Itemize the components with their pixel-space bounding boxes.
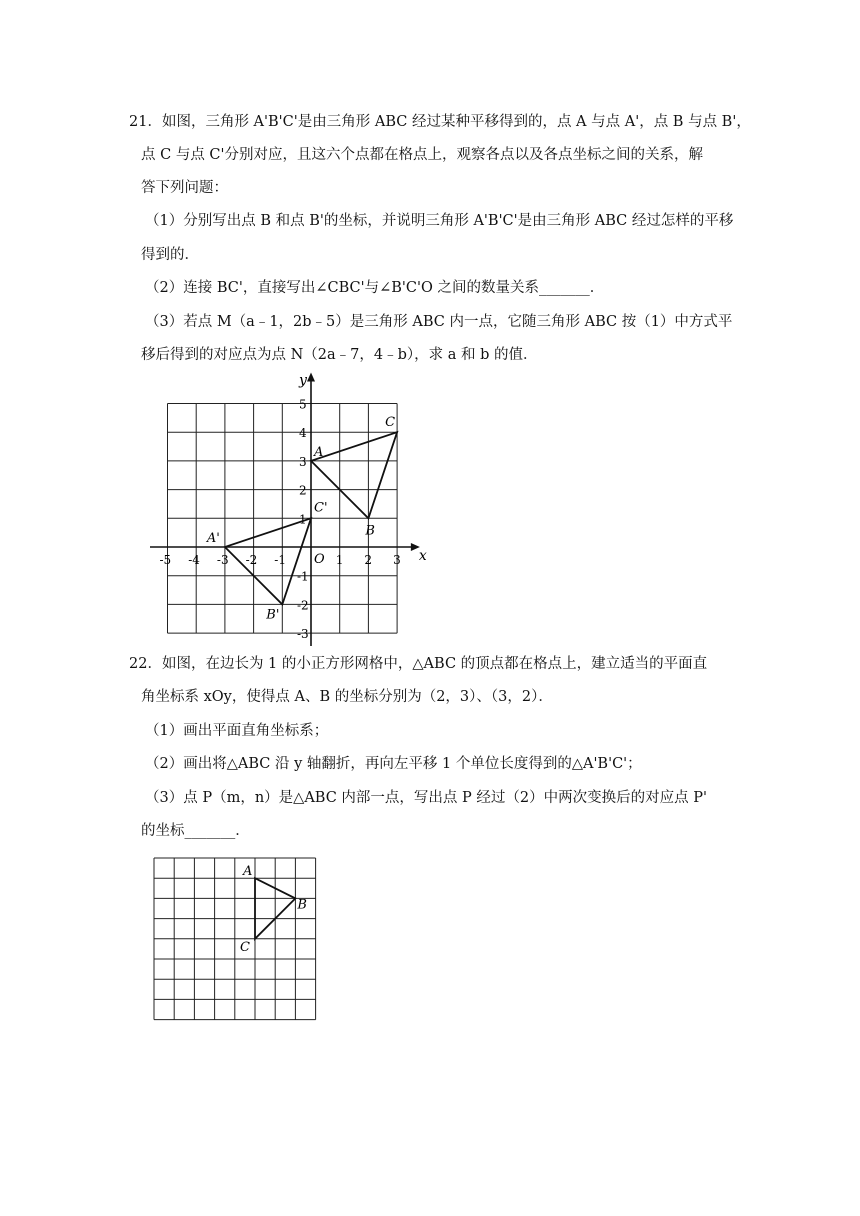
q21-point-label-a: A [314,444,324,460]
q21-y-tick-label: 4 [299,426,307,441]
q21-point-label-c1: C' [314,500,328,516]
q21-axes [150,373,427,646]
q21-y-tick-label: 2 [299,483,307,498]
q22-grid [154,858,316,1020]
q22-part-1: （1）画出平面直角坐标系； [145,723,329,739]
q21-grid [168,404,398,634]
q21-y-arrow [307,373,315,382]
q21-x-tick-label: 3 [393,553,401,567]
q21-y-tick-label: 5 [299,397,307,412]
q21-x-tick-label: -2 [245,553,258,567]
q22-part-3: （3）点 P（m，n）是△ABC 内部一点，写出点 P 经过（2）中两次变换后的对应点 P' [145,790,707,806]
q21-y-tick-label: -2 [297,598,309,613]
q21-y-axis-label: y [299,372,307,389]
q22-part-3-cont: 的坐标_______． [141,823,250,839]
q21-x-axis-label: x [418,548,427,564]
q21-y-tick-label: 3 [299,454,307,469]
q21-line-3: 答下列问题： [141,180,228,196]
q22-grid-figure [148,852,323,1027]
q22-part-2: （2）画出将△ABC 沿 y 轴翻折，再向左平移 1 个单位长度得到的△A'B'C'； [145,756,642,772]
q22-point-label-b: B [297,897,307,913]
q22-line-1: 22．如图，在边长为 1 的小正方形网格中，△ABC 的顶点都在格点上，建立适当的平面直 [129,656,708,672]
q21-y-tick-label: -3 [297,627,309,642]
q21-x-tick-label: -5 [159,553,172,567]
q21-y-tick-label: -1 [297,569,309,584]
q21-point-label-a1: A' [206,531,220,546]
q21-part-1: （1）分别写出点 B 和点 B'的坐标，并说明三角形 A'B'C'是由三角形 ABC 经过怎样的平移 [145,213,734,229]
q22-point-label-a: A [243,864,253,880]
q21-x-tick-label: -4 [188,553,200,567]
q21-point-label-c: C [385,415,396,431]
q21-part-3-cont: 移后得到的对应点为点 N（2a﹣7，4﹣b），求 a 和 b 的值． [141,347,538,363]
q22-line-2: 角坐标系 xOy，使得点 A、B 的坐标分别为（2，3）、（3，2）． [141,689,553,705]
q21-coordinate-figure [140,370,430,650]
q21-line-1: 21．如图，三角形 A'B'C'是由三角形 ABC 经过某种平移得到的，点 A 与点 A'，点 B 与点 B'， [129,114,751,130]
q21-triangle-a1b1c1 [225,518,311,604]
q21-point-label-b: B [365,523,375,539]
q21-x-tick-label: 2 [364,553,373,567]
q21-origin-label: O [314,552,325,567]
q21-y-tick-label: 1 [299,512,307,527]
q21-line-2: 点 C 与点 C'分别对应，且这六个点都在格点上，观察各点以及各点坐标之间的关系，解 [141,147,703,163]
q21-part-1-cont: 得到的． [141,247,199,263]
q21-part-3: （3）若点 M（a﹣1，2b﹣5）是三角形 ABC 内一点，它随三角形 ABC 按（1）中方式平 [145,314,733,330]
q21-x-tick-label: -3 [216,553,229,567]
q21-x-tick-label: 1 [335,553,344,567]
q21-part-2: （2）连接 BC'，直接写出∠CBC'与∠B'C'O 之间的数量关系_______． [145,280,605,296]
q21-point-label-b1: B' [266,607,280,623]
q21-x-tick-label: -1 [274,553,287,567]
q22-point-label-c: C [240,939,250,955]
